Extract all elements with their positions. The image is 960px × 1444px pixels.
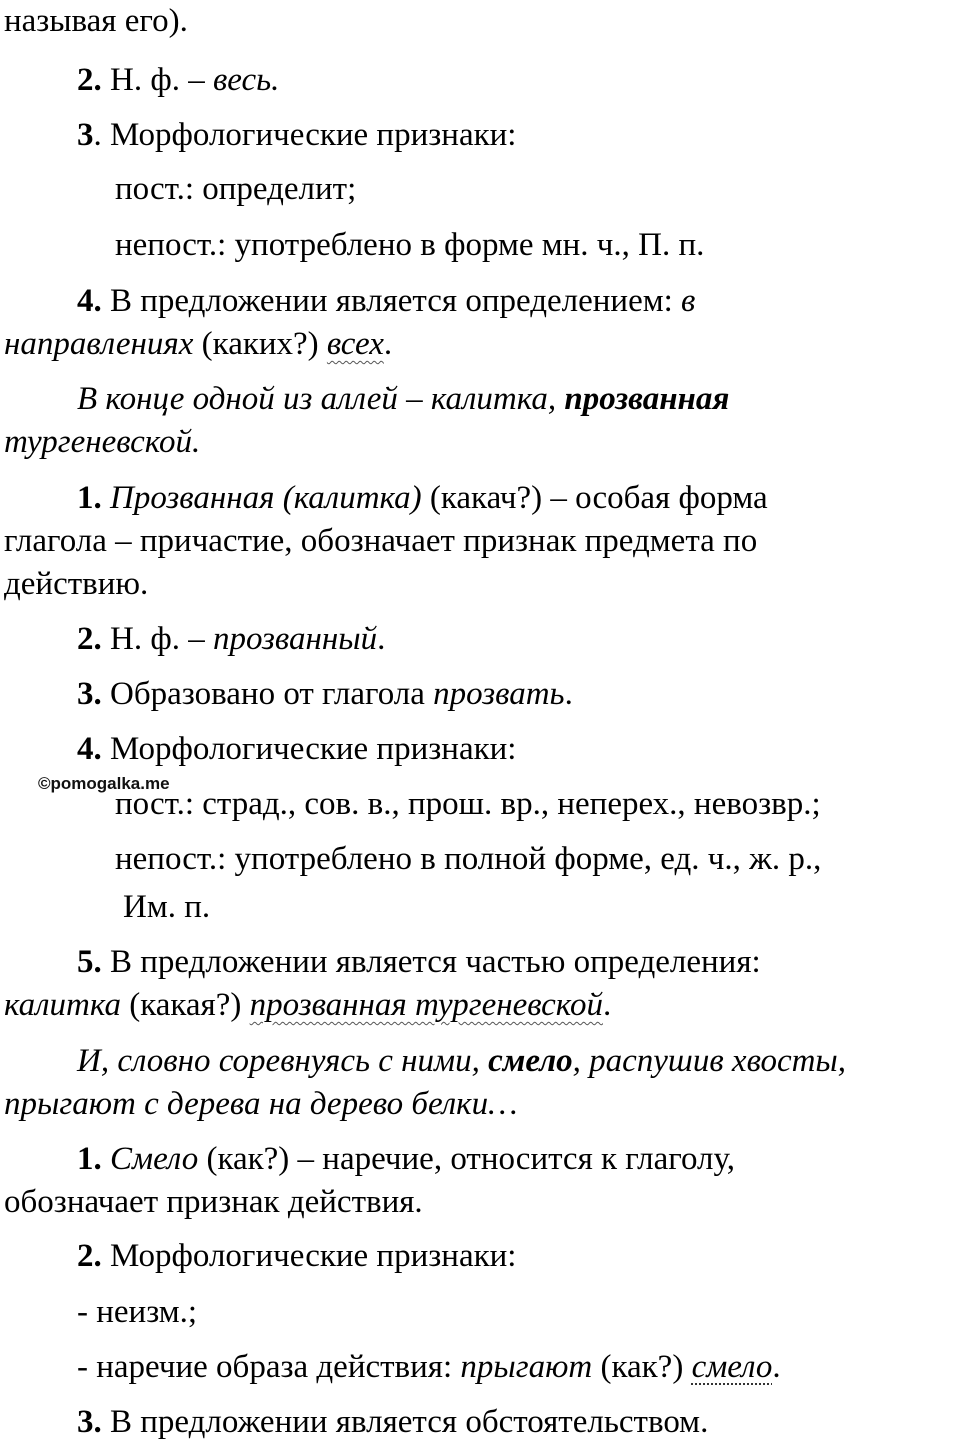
item-number: 3. [77,676,102,712]
list-item-5: 5. В предложении является частью определения: [77,944,761,980]
example-sentence: прыгают с дерева на дерево белки… [4,1086,518,1122]
highlighted-word: прозванная [564,381,730,417]
text-line: направлениях (каких?) всех. [4,326,393,362]
example-sentence: И, словно соревнуясь с ними, смело, распушив хвосты, [77,1043,847,1079]
item-number: 5. [77,944,102,980]
item-number: 3 [77,117,94,153]
underlined-word: смело [691,1349,773,1385]
list-item-1: 1. Смело (как?) – наречие, относится к глаголу, [77,1141,735,1177]
list-item-3: 3. Морфологические признаки: [77,117,517,153]
list-item-2: 2. Н. ф. – прозванный. [77,621,386,657]
list-item-3: 3. В предложении является обстоятельством. [77,1404,709,1440]
item-number: 1. [77,1141,102,1177]
item-number: 4. [77,283,102,319]
text-line: называя его). [4,3,188,39]
text-line: непост.: употреблено в полной форме, ед. ч., ж. р., [115,841,822,877]
item-number: 2. [77,1238,102,1274]
text-line: калитка (какая?) прозванная тургеневской. [4,987,612,1023]
underlined-phrase: прозванная тургеневской [249,987,603,1023]
text-line: - наречие образа действия: прыгают (как?) смело. [77,1349,781,1385]
watermark: ©pomogalka.me [38,774,170,793]
text-line: - неизм.; [77,1294,198,1330]
list-item-3: 3. Образовано от глагола прозвать. [77,676,573,712]
underlined-word: всех [326,326,384,362]
example-sentence: тургеневской. [4,424,201,460]
item-number: 4. [77,731,102,767]
text-line: глагола – причастие, обозначает признак предмета по [4,523,758,559]
text-line: обозначает признак действия. [4,1184,423,1220]
list-item-2: 2. Морфологические признаки: [77,1238,517,1274]
text-line: пост.: страд., сов. в., прош. вр., неперех., невозвр.; [115,786,821,822]
list-item-2: 2. Н. ф. – весь. [77,62,280,98]
item-number: 2. [77,621,102,657]
list-item-1: 1. Прозванная (калитка) (какач?) – особая форма [77,480,768,516]
example-sentence: В конце одной из аллей – калитка, прозванная [77,381,730,417]
text-line: Им. п. [123,889,211,925]
text-line: непост.: употреблено в форме мн. ч., П. п. [115,227,705,263]
item-number: 1. [77,480,102,516]
list-item-4: 4. В предложении является определением: в [77,283,696,319]
text-line: действию. [4,566,149,602]
list-item-4: 4. Морфологические признаки: [77,731,517,767]
item-number: 3. [77,1404,102,1440]
item-number: 2. [77,62,102,98]
highlighted-word: смело [488,1043,573,1079]
text-line: пост.: определит; [115,171,357,207]
